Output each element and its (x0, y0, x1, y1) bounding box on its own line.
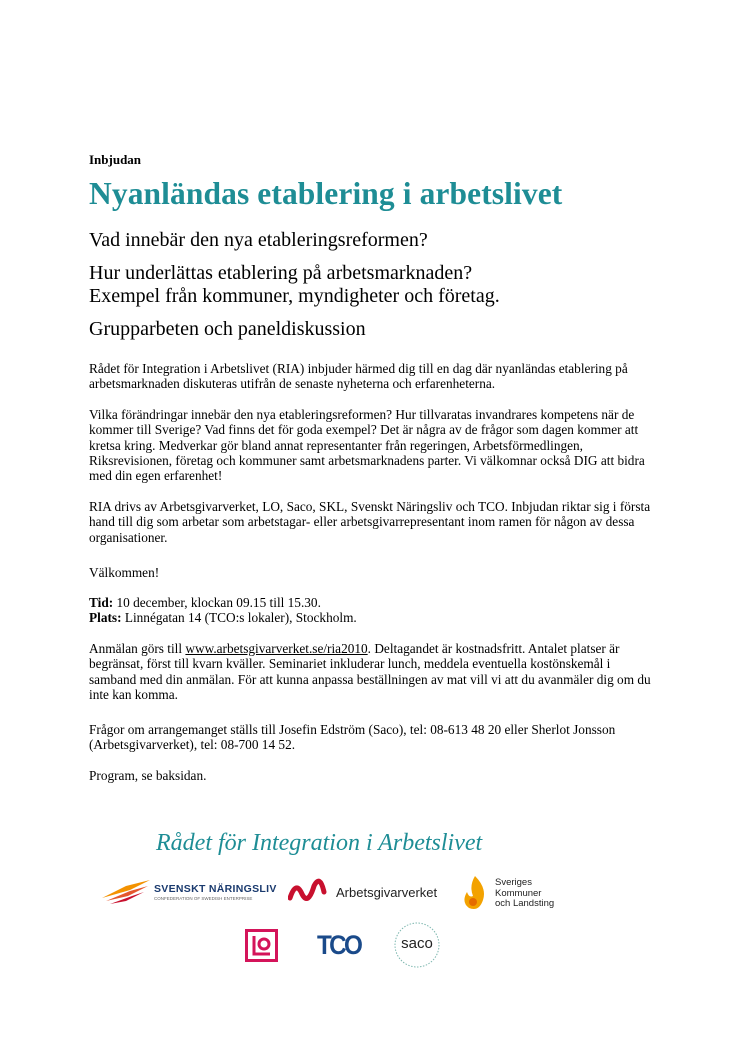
subtitle-format: Grupparbeten och paneldiskussion (89, 318, 366, 340)
arbetsgivarverket-name: Arbetsgivarverket (336, 885, 438, 900)
skl-name-line3: och Landsting (495, 898, 555, 909)
time-label: Tid: (89, 595, 114, 610)
tco-wordmark: TCO (317, 930, 361, 960)
registration-text (89, 641, 659, 702)
skl-logo (459, 874, 579, 918)
arbetsgivarverket-logo (288, 876, 448, 906)
arbetsgivarverket-symbol-icon (288, 878, 336, 904)
lo-emblem-icon (245, 929, 278, 962)
svenskt-naringsliv-tagline: CONFEDERATION OF SWEDISH ENTERPRISE (154, 896, 253, 901)
contacts-paragraph (89, 722, 659, 753)
registration-link[interactable]: www.arbetsgivarverket.se/ria2010 (185, 641, 368, 656)
time-value: 10 december, klockan 09.15 till 15.30. (113, 595, 321, 610)
program-text: Program, se baksidan. (89, 768, 207, 783)
welcome-paragraph (89, 565, 659, 580)
subtitle-examples-line1: Hur underlättas etablering på arbetsmarknaden? (89, 262, 473, 284)
program-paragraph (89, 768, 659, 783)
welcome-text: Välkommen! (89, 565, 160, 580)
place-label: Plats: (89, 610, 122, 626)
svenskt-naringsliv-name: SVENSKT NÄRINGSLIV (154, 883, 277, 895)
svenskt-naringsliv-logo (100, 874, 280, 910)
questions-paragraph (89, 407, 659, 483)
saco-logo (392, 920, 442, 970)
subtitle-examples-line2: Exempel från kommuner, myndigheter och företag. (89, 285, 500, 307)
saco-wordmark: saco (401, 935, 433, 952)
questions-text: Vilka förändringar innebär den nya etableringsreformen? Hur tillvaratas invandrares kompetens när de kommer till Sverige? Vad finns det för goda exempel? Det är några av de frågor som dagen kommer att kretsa kring. Medverkar gör bland annat representanter från regeringen, Arbetsförmedlingen, Riksrevisionen, företag och kommuner samt arbetsmarknadens parter. Vi välkomnar också DIG att bidra med din egen erfarenhet! (89, 407, 645, 484)
time-line (89, 595, 659, 610)
subtitle-examples (89, 262, 500, 308)
place-value: Linnégatan 14 (TCO:s lokaler), Stockholm. (121, 610, 357, 626)
place-line (89, 610, 659, 625)
kicker-label: Inbjudan (89, 152, 142, 167)
registration-paragraph (89, 641, 659, 702)
skl-name-line2: Kommuner (495, 887, 542, 899)
intro-paragraph (89, 361, 659, 392)
intro-text: Rådet för Integration i Arbetslivet (RIA) inbjuder härmed dig till en dag där nyanländas etablering på arbetsmarknaden diskuteras utifrån de senaste nyheterna och erfarenheterna. (89, 361, 628, 392)
organizers-paragraph (89, 499, 659, 545)
registration-rest: . Deltagandet är kostnadsfritt. Antalet platser är begränsat, först till kvarn kväller. Seminariet inkluderar lunch, meddela eventuella kostönskemål i samband med din anmälan. För att kunna anpassa beställningen av mat vill vi att du avanmäler dig om du inte kan komma. (89, 641, 651, 702)
skl-name-line1: Sveriges (495, 877, 532, 888)
subtitle-reform: Vad innebär den nya etableringsreformen? (89, 229, 428, 251)
svenskt-naringsliv-bird-icon (100, 874, 152, 910)
council-name: Rådet för Integration i Arbetslivet (156, 830, 483, 856)
page-title: Nyanländas etablering i arbetslivet (89, 176, 563, 211)
contacts-text: Frågor om arrangemanget ställs till Josefin Edström (Saco), tel: 08-613 48 20 eller Sherlot Jonsson (Arbetsgivarverket), tel: 08-700 14 52. (89, 722, 616, 753)
tco-logo (317, 929, 363, 962)
organizers-text: RIA drivs av Arbetsgivarverket, LO, Saco, SKL, Svenskt Näringsliv och TCO. Inbjudan riktar sig i första hand till dig som arbetar som arbetstagar- eller arbetsgivarrepresentant inom ramen för någon av dessa organisationer. (89, 499, 651, 545)
lo-logo (245, 929, 278, 962)
skl-flame-icon (459, 874, 491, 914)
skl-name (495, 878, 554, 910)
event-details (89, 595, 659, 626)
registration-prefix: Anmälan görs till (89, 641, 186, 656)
